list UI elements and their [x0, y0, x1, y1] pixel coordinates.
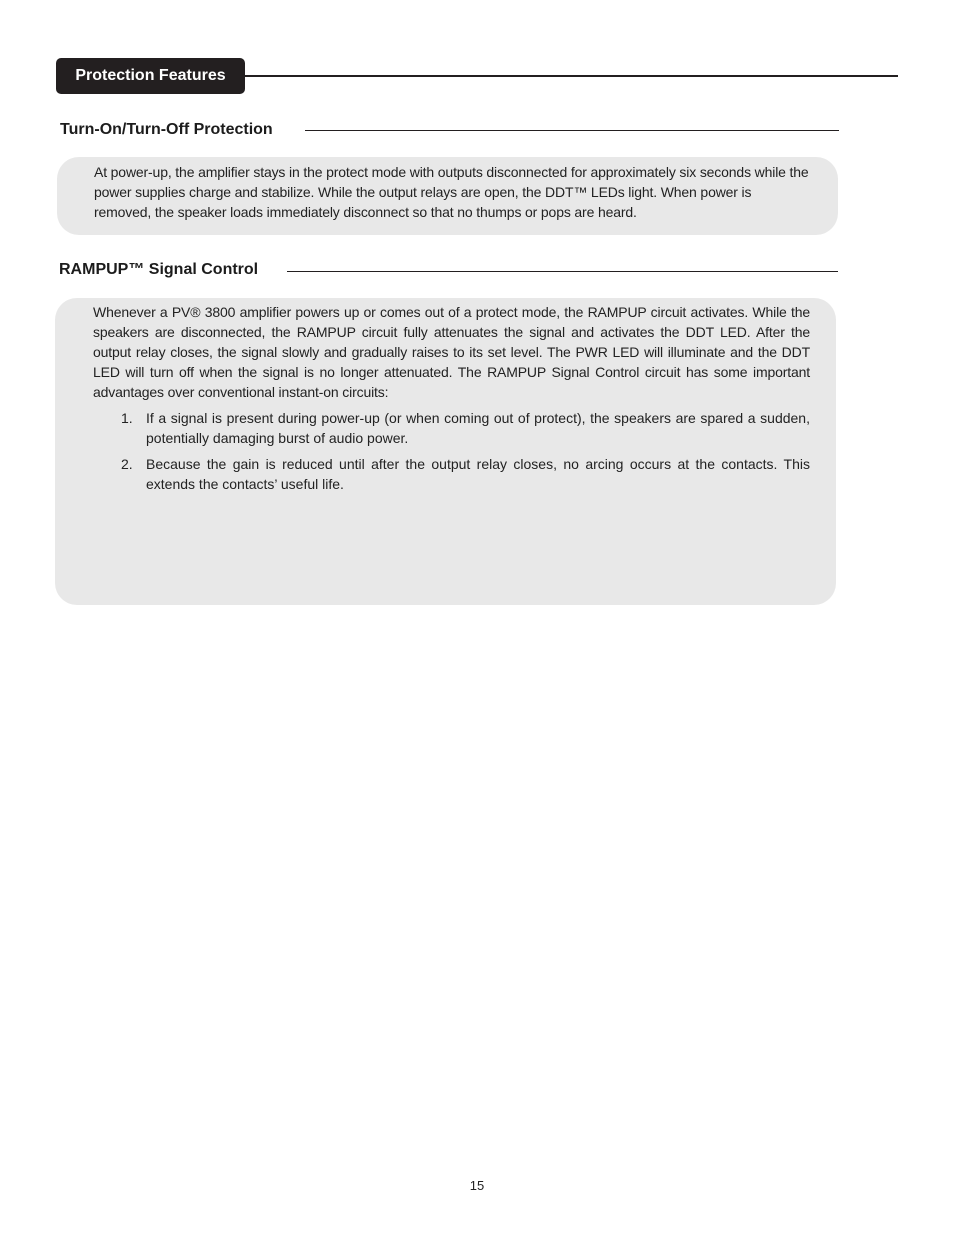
rampup-box — [55, 298, 836, 605]
page-number: 15 — [469, 1178, 485, 1193]
rampup-rule — [287, 271, 838, 272]
turn-on-off-body: At power-up, the amplifier stays in the protect mode with outputs disconnected for approximately six seconds while the power supplies charge and stabilize. While the output relays are open, the DDT™ LEDs light. When power is removed, the speaker loads immediately disconnect so that no thumps or pops are heard. — [94, 164, 809, 220]
turn-on-off-box — [57, 157, 838, 235]
list-item — [93, 454, 810, 494]
turn-on-off-heading: Turn-On/Turn-Off Protection — [60, 121, 273, 138]
rampup-body: Whenever a PV® 3800 amplifier powers up or comes out of a protect mode, the RAMPUP circuit activates. While the speakers are disconnected, the RAMPUP circuit fully attenuates the signal and activates the DDT LED. After the output relay closes, the signal slowly and gradually raises to its set level. The PWR LED will illuminate and the DDT LED will turn off when the signal is no longer attenuated. The RAMPUP Signal Control circuit has some important advantages over conventional instant-on circuits: — [93, 304, 810, 400]
list-item — [93, 408, 810, 448]
section-tab: Protection Features — [56, 58, 245, 94]
advantages-list — [93, 408, 810, 494]
header-rule — [244, 75, 898, 77]
list-item-number: 1. — [121, 410, 133, 426]
list-item-text: If a signal is present during power-up (or when coming out of protect), the speakers are spared a sudden, potentially damaging burst of audio power. — [146, 410, 810, 446]
list-item-text: Because the gain is reduced until after the output relay closes, no arcing occurs at the contacts. This extends the contacts’ useful life. — [146, 456, 810, 492]
list-item-number: 2. — [121, 456, 133, 472]
rampup-heading: RAMPUP™ Signal Control — [59, 261, 259, 278]
turn-on-off-rule — [305, 130, 839, 131]
